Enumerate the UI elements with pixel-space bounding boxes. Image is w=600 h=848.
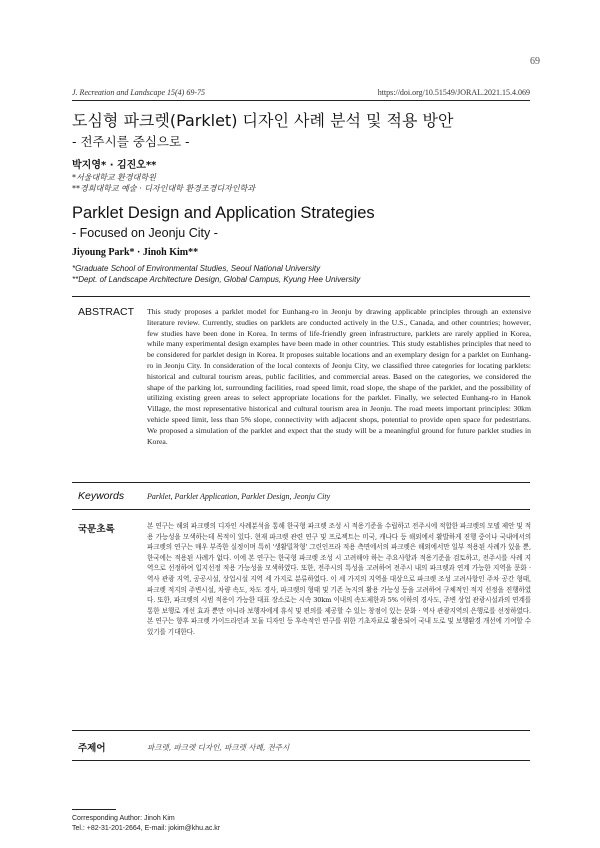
abstract-label: ABSTRACT <box>78 306 135 318</box>
korean-title: 도심형 파크렛(Parklet) 디자인 사례 분석 및 적용 방안 <box>72 111 454 130</box>
korean-affiliation-2: **경희대학교 예술 · 디자인대학 환경조경디자인학과 <box>72 184 256 193</box>
korean-keywords-top-rule <box>72 730 530 731</box>
doi-link[interactable]: https://doi.org/10.51549/JORAL.2021.15.4.069 <box>377 88 530 97</box>
english-subtitle: - Focused on Jeonju City - <box>72 226 218 240</box>
abstract-top-rule <box>72 296 530 297</box>
abstract-text: This study proposes a parklet model for Eunhang-ro in Jeonju by drawing applicable principles through an extensive literature review. Currently, studies on parklets are conducted actively in the U.S., Canada, and other countries; however, few studies have been done in Korea. In terms of life-friendly green infrastructure, parklets are rarely applied in Korea, while many experimental design examples have been made in other countries. This study establishes principles that need to be considered for parklet design in Korea. It proposes suitable locations and an exemplary design for a parklet on Eunhang-ro in Jeonju City. In consideration of the local contexts of Jeonju City, we classified three categories for locating parklets: historical and cultural tourism areas, public facilities, and commercial areas. Based on the categories, we considered the shape of the parking lot, surrounding facilities, road speed limit, road slope, the shape of the parklet, and the possibility of utilizing existing green areas to select appropriate locations for the parklet. Finally, we selected Eunhang-ro in Hanok Village, the most representative historical and cultural tourism area in Jeonju. The road meets important principles: 30km vehicle speed limit, less than 5% slope, connectivity with adjacent shops, potential to provide open space for pedestrians. We proposed a simulation of the parklet and expect that the study will be a meaningful ground for future parklet studies in Korea. <box>147 307 531 446</box>
english-title: Parklet Design and Application Strategies <box>72 204 375 222</box>
footnote-rule <box>72 809 116 810</box>
english-authors: Jiyoung Park* · Jinoh Kim** <box>72 247 199 258</box>
keywords-top-rule <box>72 482 530 483</box>
korean-affiliation-1: *서울대학교 환경대학원 <box>72 173 156 182</box>
korean-subtitle: - 전주시를 중심으로 - <box>72 134 190 149</box>
keywords-bottom-rule <box>72 509 530 510</box>
korean-abstract-text: 본 연구는 해외 파크렛의 디자인 사례분석을 통해 한국형 파크렛 조성 시 적용기준을 수립하고 전주시에 적합한 파크렛의 모델 제안 및 적용 가능성을 모색하는데 목적이 있다. 현재 파크렛 관련 연구 및 프로젝트는 미국, 캐나다 등 해외에서 활발하게 진행 중이나 국내에서의 파크렛의 연구는 매우 부족한 실정이며 특히 '생활밀착형' 그린인프라 적용 측면에서의 파크렛은 해외에서만 일부 적용된 사례가 있을 뿐, 한국에는 적용된 사례가 없다. 이에 본 연구는 한국형 파크렛 조성 시 고려해야 하는 주요사항과 적용기준을 검토하고, 전주시를 사례 지역으로 선정하여 입지선정 적용 가능성을 모색하였다. 또한, 전주시의 특성을 고려하여 전주시 내의 파크렛과 연계 가능한 지역을 문화 · 역사 관광 지역, 공공시설, 상업시설 지역 세 가지로 분류하였다. 이 세 가지의 지역을 대상으로 파크렛 조성 고려사항인 주차 공간 형태, 파크렛 적지의 주변시설, 차량 속도, 차도 경사, 파크렛의 형태 및 기존 녹지의 활용 가능성 등을 고려하여 구체적인 적지 선정을 진행하였다. 또한, 파크렛의 시범 적용이 가능한 대표 장소로는 시속 30km 이내의 속도제한과 5% 이하의 경사도, 주변 상업 관광시설과의 연계를 통한 보행로 개선 효과 뿐만 아니라 보행자에게 휴식 및 편의를 제공할 수 있는 창점이 있는 문화 · 역사 관광지역의 은행로를 선정하였다. 본 연구는 향후 파크렛 가이드라인과 모듈 디자인 등 후속적인 연구를 위한 기초자료로 활용되어 국내 도로 및 보행환경 개선에 기여할 수 있기를 기대한다. <box>147 522 531 636</box>
journal-citation: J. Recreation and Landscape 15(4) 69-75 <box>72 88 206 97</box>
korean-keywords-label: 주제어 <box>78 743 106 754</box>
keywords-text: Parklet, Parklet Application, Parklet Design, Jeonju City <box>147 492 331 501</box>
corresponding-contact: Tel.: +82-31-201-2664, E-mail: jokim@khu.ac.kr <box>72 825 221 832</box>
keywords-label: Keywords <box>78 490 125 502</box>
korean-abstract-label: 국문초록 <box>78 524 115 535</box>
korean-keywords-text: 파크렛, 파크렛 디자인, 파크렛 사례, 전주시 <box>147 743 290 752</box>
page-number: 69 <box>530 56 540 67</box>
english-affiliation-2: **Dept. of Landscape Architecture Design, Global Campus, Kyung Hee University <box>72 275 361 284</box>
korean-keywords-bottom-rule <box>72 760 530 761</box>
header-rule <box>72 100 530 101</box>
korean-authors: 박지영* · 김진오** <box>72 160 157 171</box>
english-affiliation-1: *Graduate School of Environmental Studies, Seoul National University <box>72 264 321 273</box>
corresponding-author: Corresponding Author: Jinoh Kim <box>72 815 175 822</box>
